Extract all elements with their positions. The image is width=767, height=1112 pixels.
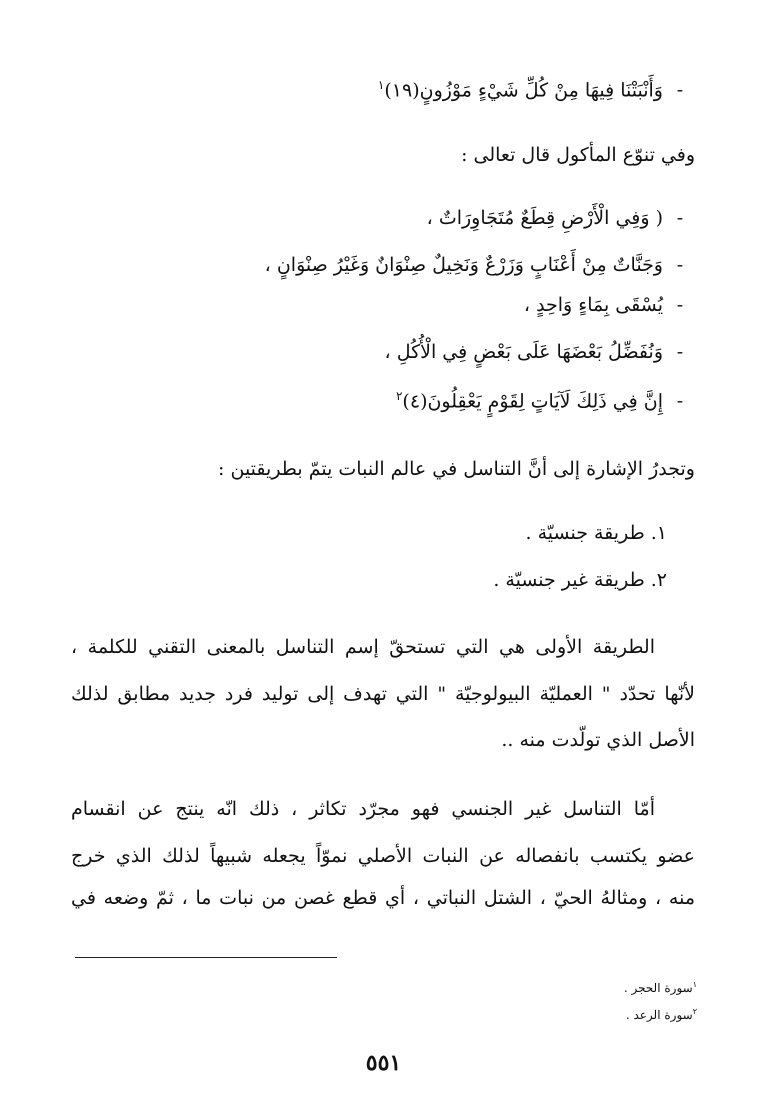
verse-text: ( وَفِي الْأَرْضِ قِطَعٌ مُتَجَاوِرَاتٌ ، — [426, 207, 663, 229]
footnote-divider — [75, 957, 337, 958]
paragraph-line: لأنّها تحدّد " العمليّة البيولوجيّة " التي تهدف إلى توليد فرد جديد مطابق لذلك — [71, 683, 695, 705]
page-number: ٥٥١ — [365, 1050, 402, 1076]
paragraph-line: الطريقة الأولى هي التي تستحقّ إسم التناسل بالمعنى التقني للكلمة ، — [71, 636, 655, 658]
footnote — [624, 977, 697, 996]
verse-line — [265, 250, 697, 280]
method-item: ١. طريقة جنسيّة . — [525, 522, 667, 544]
verse-line — [524, 290, 697, 320]
bullet-dash: - — [676, 390, 684, 413]
verse-line — [385, 337, 697, 367]
paragraph-line: أمّا التناسل غير الجنسي فهو مجرّد تكاثر ، ذلك انّه ينتج عن انقسام — [71, 798, 655, 820]
bullet-dash: - — [676, 341, 684, 363]
footnote-text: سورة الحجر . — [623, 981, 693, 995]
verse-line — [427, 203, 697, 233]
intro-line: وفي تنوّع المأكول قال تعالى : — [461, 144, 695, 166]
footnote-text: سورة الرعد . — [625, 1008, 693, 1022]
footnote-mark: ٢ — [395, 389, 403, 403]
verse-text: يُسْقَى بِمَاءٍ وَاحِدٍ ، — [523, 294, 663, 316]
paragraph-line: الأصل الذي تولّدت منه .. — [501, 729, 695, 751]
footnote — [626, 1004, 697, 1023]
verse-text: وَجَنَّاتٌ مِنْ أَعْنَابٍ وَزَرْعٌ وَنَخِيلٌ صِنْوَانٌ وَغَيْرُ صِنْوَانٍ ، — [264, 254, 663, 276]
bullet-dash: - — [676, 207, 684, 229]
verse-text: إِنَّ فِي ذَلِكَ لَآيَاتٍ لِقَوْمٍ يَعْقِلُونَ(٤) — [402, 390, 663, 413]
verse-line — [396, 381, 697, 416]
intro-line: وتجدرُ الإشارة إلى أنَّ التناسل في عالم النبات يتمّ بطريقتين : — [218, 458, 695, 480]
paragraph-line: منه ، ومثالهُ الحيّ ، الشتل النباتي ، أي قطع غصن من نبات ما ، ثمّ وضعه في — [71, 887, 695, 909]
bullet-dash: - — [676, 294, 684, 316]
verse-text: وَنُفَضِّلُ بَعْضَهَا عَلَى بَعْضٍ فِي الْأُكُلِ ، — [384, 341, 663, 363]
footnote-mark: ١ — [692, 980, 697, 989]
footnote-mark: ٢ — [692, 1007, 697, 1016]
method-item: ٢. طريقة غير جنسيّة . — [493, 569, 667, 591]
verse-text: وَأَنْبَتْنَا فِيهَا مِنْ كُلِّ شَيْءٍ مَوْزُونٍ(١٩) — [384, 79, 663, 102]
paragraph-line: عضو يكتسب بانفصاله عن النبات الأصلي نموّاً يجعله شبيهاً لذلك الذي خرج — [71, 845, 695, 867]
verse-line — [378, 70, 697, 105]
footnote-mark: ١ — [377, 78, 385, 92]
bullet-dash: - — [676, 254, 684, 276]
bullet-dash: - — [676, 79, 684, 102]
